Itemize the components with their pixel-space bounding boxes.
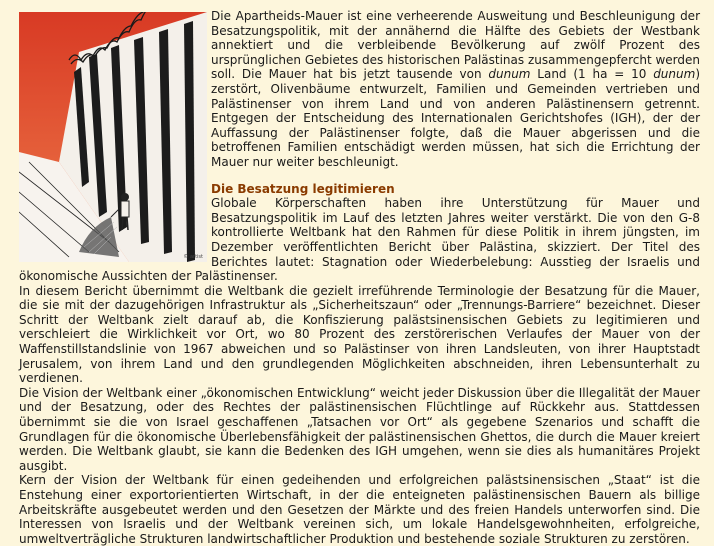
p1-part-b: Land (1 ha = 10: [530, 67, 654, 82]
paragraph-5: Kern der Vision der Weltbank für einen gedeihenden und erfolgreichen palästsinensischen „Staat“ ist die Enstehung einer exportorientierten Wirtschaft, in der die enteigneten palästinensischen Bauern als billige Arbeitskräfte ausgebeutet werden und den Gesetzen der Märkte und des freien Handels unterworfen sind. Die Interessen von Israelis und der Weltbank vereinen sich, um lokale Handelsgewohnheiten, erfolgreiche, umweltverträgliche Strukturen landwirtschaftlicher Produktion und bestehende soziale Strukturen zu zerstören.: [19, 473, 700, 546]
article-text: [19, 9, 700, 546]
p1-dunum-1: dunum: [488, 67, 531, 82]
image-spacer: [19, 9, 211, 265]
paragraph-2: Globale Körperschaften haben ihre Unterstützung für Mauer und Besatzungspolitik im Lauf des letzten Jahres weiter verstärkt. Die von den G-8 kontrollierte Weltbank hat den Rahmen für diese Politik in ihrem jüngsten, im Dezember veröffentlichten Bericht über Palästina, skizziert. Der Titel des Berichtes lautet: Stagnation oder Wiederbelebung: Ausstieg der Israelis und ökonomische Aussichten der Palästinenser.: [19, 196, 700, 284]
section-heading: Die Besatzung legitimieren: [211, 181, 395, 196]
paragraph-4: Die Vision der Weltbank einer „ökonomischen Entwicklung“ weicht jeder Diskussion über die Illegalität der Mauer und der Besatzung, oder des Rechtes der palästinensischen Flüchtlinge auf Rückkehr aus. Stattdessen übernimmt sie die von Israel geschaffenen „Tatsachen vor Ort“ als gegebene Szenarios und schafft die Grundlagen für die ökonomische Überlebensfähigkeit der palästinensischen Ghettos, die durch die Mauer kreiert werden. Die Weltbank glaubt, sie kann die Bedenken des IGH umgehen, wenn sie dies als humanitäres Projekt ausgibt.: [19, 385, 700, 473]
paragraph-3: In diesem Bericht übernimmt die Weltbank die gezielt irreführende Terminologie der Besatzung für die Mauer, die sie mit der dazugehörigen Infrastruktur als „Sicherheitszaun“ oder „Trennungs-Barriere“ bezeichnet. Dieser Schritt der Weltbank zielt darauf ab, die Konfiszierung palästsinensischen Gebiets zu legitimieren und verschleiert die Wirklichkeit vor Ort, wo 80 Prozent des zerstörerischen Verlaufes der Mauer von der Waffenstillstandslinie von 1967 abweichen und so Palästinser von ihren Landsleuten, von ihrer Hauptstadt Jerusalem, von ihrem Land und den grundlegenden Möglichkeiten abschneiden, ihren Lebensunterhalt zu verdienen.: [19, 283, 700, 386]
p1-part-c: ) zerstört, Olivenbäume entwurzelt, Familien und Gemeinden vertrieben und Palästinenser von ihrem Land und von anderen Palästinensern getrennt. Entgegen der Entscheidung des Internationalen Gerichtshofes (IGH), der der Auffassung der Palästinenser folgte, daß die Mauer abgerissen und die betroffenen Familien entschädigt werden müssen, hat sich die Errichtung der Mauer nur weiter beschleunigt.: [211, 67, 700, 169]
p1-part-a: Die Apartheids-Mauer ist eine verheerende Ausweitung und Beschleunigung der Besatzungspolitik, mit der annähernd die Hälfte des Gebiets der Westbank annektiert und die verbleibende Bevölkerung auf zwölf Prozent des ursprünglichen Gebietes des historischen Palästinas zusammengepfercht werden soll. Die Mauer hat bis jetzt tausende von: [211, 9, 700, 82]
p1-dunum-2: dunum: [653, 67, 696, 82]
image-credit: © artist: [183, 254, 203, 260]
